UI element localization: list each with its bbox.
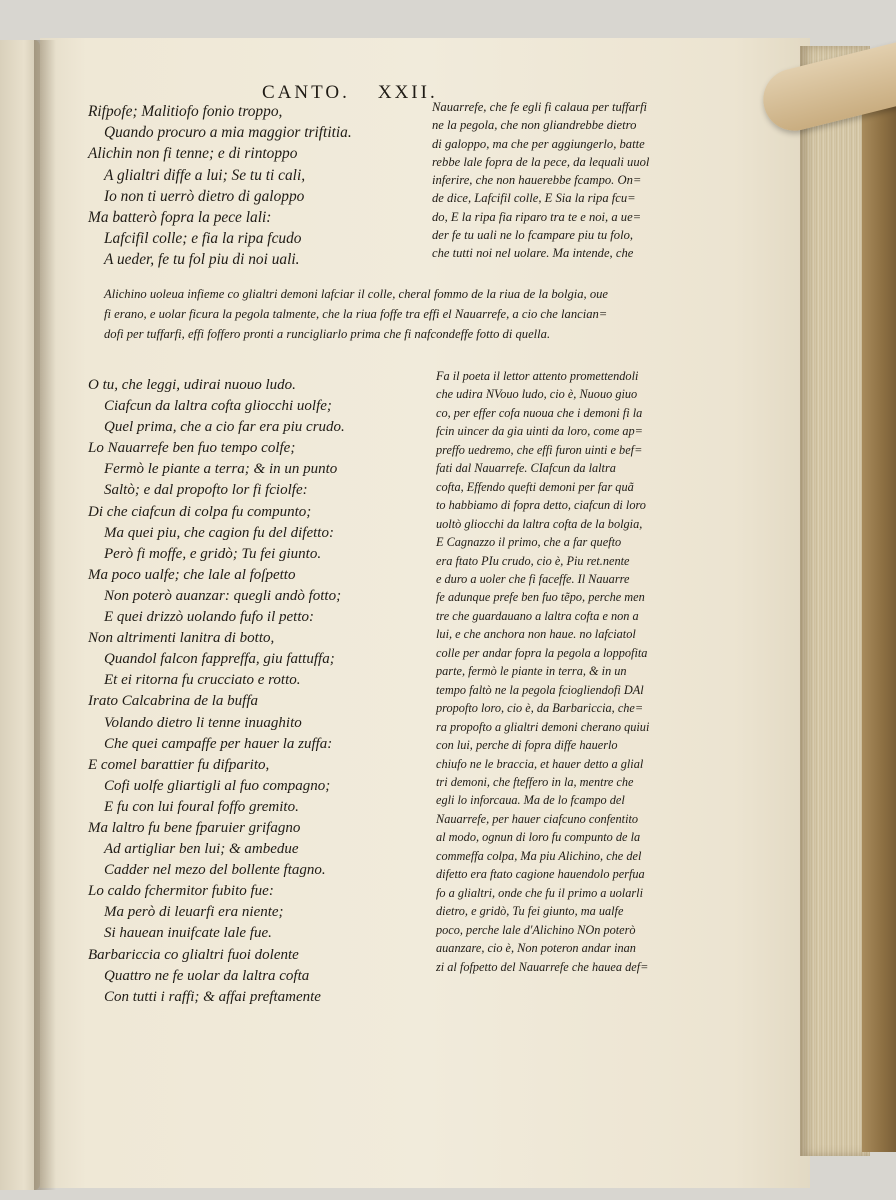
- verse-line: Rifpofe; Malitiofo fonio troppo,: [88, 103, 283, 120]
- commentary-block-bottom: [436, 367, 649, 976]
- verse-line: Quando procuro a mia maggior triftitia.: [104, 124, 352, 142]
- commentary-line: de dice, Lafcifil colle, E Sia la ripa fcu=: [432, 191, 636, 206]
- commentary-line: di galoppo, ma che per aggiungerlo, batte: [432, 136, 645, 151]
- verse-line: E comel barattier fu difparito,: [88, 756, 270, 773]
- page-gutter-shadow: [34, 40, 56, 1190]
- verse-line: Quandol falcon fappreffa, giu fattuffa;: [104, 651, 335, 668]
- verse-line: E fu con lui foural foffo gremito.: [104, 798, 299, 815]
- verse-line: Ma laltro fu bene fparuier grifagno: [88, 819, 301, 836]
- commentary-line: egli lo inforcaua. Ma de lo fcampo del: [436, 793, 625, 808]
- verse-line: A glialtri diffe a lui; Se tu ti cali,: [104, 166, 306, 184]
- commentary-line: fati dal Nauarrefe. CIafcun da laltra: [436, 461, 616, 476]
- commentary-line: colle per andar fopra la pegola a loppofita: [436, 645, 648, 660]
- verse-line: Di che ciafcun di colpa fu compunto;: [88, 503, 312, 520]
- gloss-paragraph: [104, 284, 608, 344]
- commentary-line: do, E la ripa fia riparo tra te e noi, a ue=: [432, 209, 642, 224]
- commentary-line: lui, e che anchora non haue. no lafciatol: [436, 627, 636, 642]
- gloss-line: fi erano, e uolar ficura la pegola talmente, che la riua foffe tra effi el Nauarrefe, a cio che lancian=: [104, 307, 608, 321]
- verse-line: Che quei campaffe per hauer la zuffa:: [104, 735, 333, 752]
- commentary-line: cofta, Effendo quefti demoni per far quã: [436, 479, 634, 494]
- verse-line: Alichin non fi tenne; e di rintoppo: [88, 145, 298, 163]
- commentary-line: parte, fermò le piante in terra, & in un: [436, 664, 627, 679]
- verse-line: Non altrimenti lanitra di botto,: [88, 630, 275, 647]
- verse-line: Irato Calcabrina de la buffa: [88, 693, 258, 710]
- commentary-line: zi al fofpetto del Nauarrefe che hauea def=: [436, 959, 649, 974]
- verse-line: A ueder, fe tu fol piu di noi uali.: [104, 251, 300, 269]
- verse-line: Ma però di leuarfi era niente;: [104, 904, 284, 921]
- commentary-line: co, per effer cofa nuoua che i demoni fi la: [436, 405, 643, 420]
- commentary-block-top: [432, 98, 649, 263]
- page-fore-edge: [800, 46, 870, 1156]
- commentary-line: dietro, e gridò, Tu fei giunto, ma ualfe: [436, 904, 624, 919]
- verse-line: Con tutti i raffi; & affai preftamente: [104, 988, 321, 1005]
- commentary-line: E Cagnazzo il primo, che a far quefto: [436, 535, 622, 550]
- verse-line: Et ei ritorna fu crucciato e rotto.: [104, 672, 301, 689]
- commentary-line: era ftato PIu crudo, cio è, Piu ret.nente: [436, 553, 630, 568]
- commentary-line: chiufo ne le braccia, et hauer detto a glial: [436, 756, 644, 771]
- verse-line: Fermò le piante a terra; & in un punto: [104, 461, 338, 478]
- verse-line: Ma batterò fopra la pece lali:: [88, 209, 272, 227]
- canto-number: XXII.: [377, 82, 438, 103]
- verse-line: Ma poco ualfe; che lale al foſpetto: [88, 566, 296, 583]
- verse-line: Lafcifil colle; e fia la ripa fcudo: [104, 230, 302, 248]
- verse-line: Lo Nauarrefe ben fuo tempo colfe;: [88, 440, 296, 457]
- commentary-line: ra propofto a glialtri demoni cherano quiui: [436, 719, 650, 734]
- gloss-line: Alichino uoleua infieme co glialtri demoni lafciar il colle, cheral fommo de la riua de la bolgia, oue: [104, 287, 609, 301]
- commentary-line: che tutti noi nel uolare. Ma intende, che: [432, 246, 634, 261]
- commentary-line: commeffa colpa, Ma piu Alichino, che del: [436, 848, 642, 863]
- commentary-line: Nauarrefe, per hauer ciafcuno confentito: [436, 811, 639, 826]
- verse-line: Lo caldo fchermitor fubito fue:: [88, 883, 274, 900]
- verse-line: Quattro ne fe uolar da laltra cofta: [104, 967, 310, 984]
- commentary-line: fe adunque prefe ben fuo tẽpo, perche men: [436, 590, 645, 605]
- commentary-line: tri demoni, che fteffero in la, mentre che: [436, 774, 634, 789]
- verse-line: Cadder nel mezo del bollente ftagno.: [104, 862, 326, 879]
- verse-line: Però fi moffe, e gridò; Tu fei giunto.: [104, 545, 322, 562]
- verse-line: Quel prima, che a cio far era piu crudo.: [104, 419, 345, 436]
- commentary-line: tempo faltò ne la pegola fciogliendofi DAl: [436, 682, 644, 697]
- verse-line: Saltò; e dal propofto lor fi fciolfe:: [104, 482, 308, 499]
- commentary-line: al modo, ognun di loro fu compunto de la: [436, 830, 641, 845]
- commentary-line: Nauarrefe, che fe egli fi calaua per tuffarfi: [432, 100, 647, 114]
- commentary-line: Fa il poeta il lettor attento promettendoli: [436, 369, 639, 383]
- canto-label: CANTO.: [262, 82, 350, 103]
- commentary-line: con lui, perche di fopra diffe hauerlo: [436, 738, 618, 753]
- commentary-line: ne la pegola, che non gliandrebbe dietro: [432, 118, 637, 133]
- commentary-line: propofto loro, cio è, da Barbariccia, che=: [436, 701, 644, 716]
- verse-block-bottom: [88, 375, 345, 1008]
- verse-line: Non poterò auanzar: quegli andò fotto;: [104, 587, 342, 604]
- verse-line: O tu, che leggi, udirai nuouo ludo.: [88, 377, 296, 393]
- commentary-line: fo a glialtri, onde che fu il primo a uolarli: [436, 885, 643, 900]
- verse-line: Si hauean inuifcate lale fue.: [104, 925, 272, 942]
- commentary-line: poco, perche lale d'Alichino NOn poterò: [436, 922, 636, 937]
- commentary-line: uoltò gliocchi da laltra cofta de la bolgia,: [436, 516, 643, 531]
- verse-line: Ciafcun da laltra cofta gliocchi uolfe;: [104, 398, 332, 415]
- verse-line: Volando dietro li tenne inuaghito: [104, 714, 302, 731]
- gloss-line: dofi per tuffarfi, effi foffero pronti a runcigliarlo prima che fi nafcondeffe fotto di quella.: [104, 327, 551, 341]
- commentary-line: der fe tu uali ne lo fcampare piu tu folo,: [432, 228, 634, 243]
- book-cover-edge: [862, 52, 896, 1152]
- verse-line: Ad artigliar ben lui; & ambedue: [104, 841, 299, 858]
- commentary-line: auanzare, cio è, Non poteron andar inan: [436, 941, 636, 956]
- verse-block-top: [88, 101, 352, 271]
- commentary-line: rebbe lale fopra de la pece, da lequali uuol: [432, 154, 650, 169]
- commentary-line: fcin uincer da gia uinti da loro, come ap=: [436, 424, 643, 439]
- verse-line: Ma quei piu, che cagion fu del difetto:: [104, 524, 334, 541]
- commentary-line: preffo uedremo, che effi furon uinti e bef=: [436, 442, 643, 457]
- commentary-line: difetto era ftato cagione hauendolo perfua: [436, 867, 645, 882]
- commentary-line: inferire, che non hauerebbe fcampo. On=: [432, 173, 642, 188]
- commentary-line: che udira NVouo ludo, cio è, Nuouo giuo: [436, 387, 638, 402]
- verse-line: Io non ti uerrò dietro di galoppo: [104, 187, 305, 205]
- commentary-line: e duro a uoler che fi faceffe. Il Nauarre: [436, 571, 630, 586]
- verse-line: E quei drizzò uolando fufo il petto:: [104, 609, 314, 626]
- commentary-line: tre che guardauano a laltra cofta e non a: [436, 608, 639, 623]
- verse-line: Barbariccia co glialtri fuoi dolente: [88, 946, 299, 963]
- commentary-line: to habbiamo di fopra detto, ciafcun di loro: [436, 498, 646, 513]
- verse-line: Cofi uolfe gliartigli al fuo compagno;: [104, 777, 331, 794]
